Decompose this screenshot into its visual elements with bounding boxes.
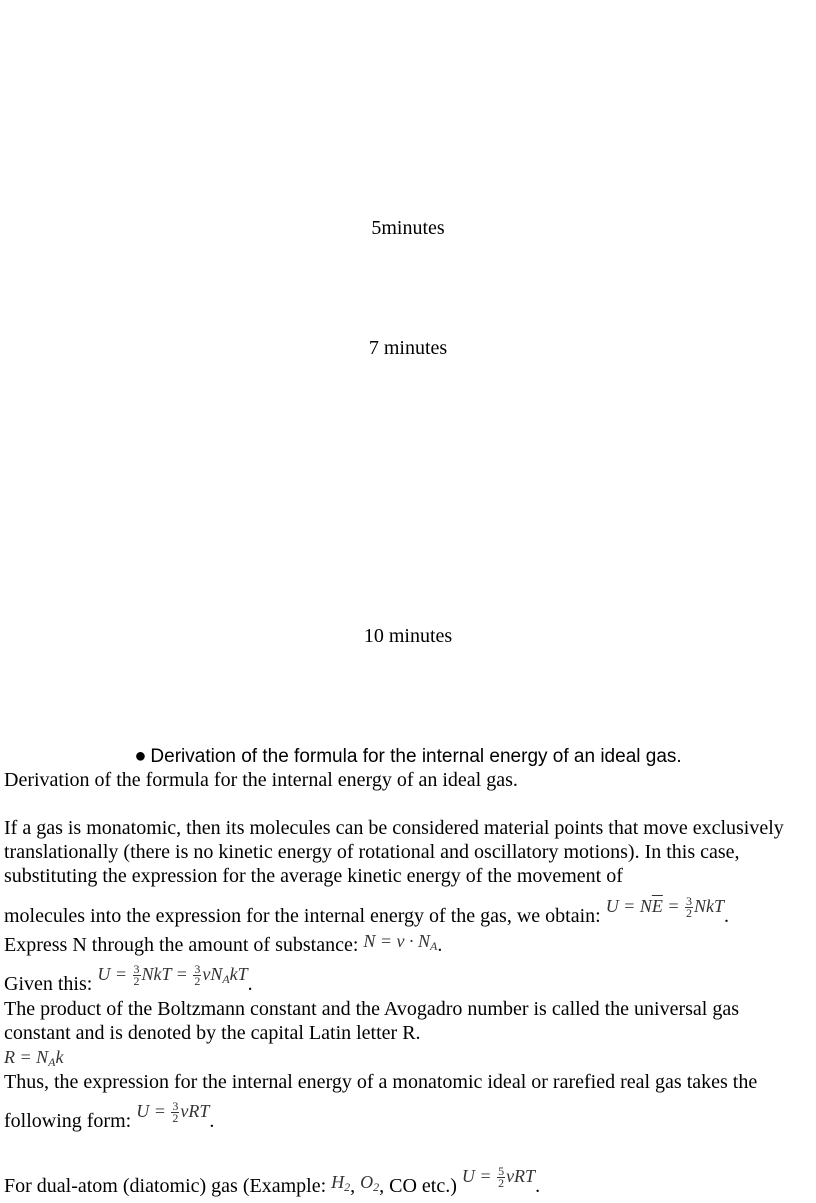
formula-r-nak (4, 1047, 64, 1067)
fraction-den: 2 (498, 1176, 505, 1191)
fraction-num: 3 (194, 962, 201, 977)
fraction-3-2-a (133, 964, 141, 987)
formula-following-lhs: U = (136, 1101, 171, 1121)
formula-o2 (360, 1172, 379, 1192)
bullet-dot-icon: ● (134, 745, 147, 767)
formula-o2-base: O (360, 1172, 374, 1192)
fraction-den: 2 (133, 974, 140, 989)
formula-given-lhs: U = (97, 964, 132, 984)
duration-5-minutes: 5minutes (371, 217, 445, 239)
diatomic-rest: , CO etc.) (379, 1175, 457, 1197)
fraction-num: 3 (133, 962, 140, 977)
formula-eq: = (662, 896, 684, 916)
fraction-den: 2 (686, 906, 692, 921)
given-this-text: Given this: (4, 973, 93, 995)
paragraph-monatomic-last-text: molecules into the expression for the internal energy of the gas, we obtain: (4, 905, 601, 927)
paragraph-gas-constant: The product of the Boltzmann constant and the Avogadro number is called the universal gas constant and is denoted by the capital Latin letter R. (4, 998, 739, 1044)
paragraph-thus: Thus, the expression for the internal energy of a monatomic ideal or rarefied real gas takes the (4, 1071, 758, 1093)
formula-u-ne-lhs: U = N (605, 896, 652, 916)
formula-given-rhs2: kT (229, 964, 248, 984)
fraction-num: 5 (498, 1164, 505, 1179)
formula-u-ne-rhs: NkT (694, 896, 725, 916)
separator: , (350, 1175, 361, 1197)
following-form-line (4, 1099, 804, 1134)
following-form-text: following form: (4, 1110, 132, 1132)
formula-n-sub: A (430, 939, 438, 953)
formula-r-rhs: k (55, 1047, 64, 1067)
formula-u-nkt (97, 962, 248, 989)
duration-10-minutes: 10 minutes (363, 625, 453, 647)
period: . (535, 1175, 541, 1197)
paragraph-monatomic-last-line (4, 894, 804, 929)
fraction-3-2 (685, 896, 693, 919)
formula-h2 (331, 1172, 350, 1192)
formula-n-lhs: N = ν · N (363, 931, 431, 951)
formula-given-mid: NkT = (141, 964, 193, 984)
formula-diatomic-rhs: νRT (506, 1166, 536, 1186)
fraction-3-2-b (193, 964, 201, 987)
paragraph-monatomic (4, 816, 804, 888)
bullet-heading (0, 744, 816, 769)
formula-r-lhs: R = N (4, 1047, 49, 1067)
fraction-den: 2 (194, 974, 201, 989)
period: . (724, 905, 730, 927)
period: . (247, 973, 253, 995)
diatomic-text: For dual-atom (diatomic) gas (Example: (4, 1175, 327, 1197)
express-n-line (4, 933, 804, 962)
formula-n-nu-na (363, 931, 437, 951)
formula-u-3-2-nurt (136, 1099, 210, 1126)
fraction-den: 2 (172, 1111, 179, 1126)
formula-u-ne (605, 894, 725, 921)
paragraph-monatomic-text: If a gas is monatomic, then its molecules can be considered material points that move exclusively translationally (there is no kinetic energy of rotational and oscillatory motions). In this case, substituting the expression for the average kinetic energy of the movement of (4, 817, 784, 887)
fraction-5-2 (497, 1166, 505, 1189)
period: . (437, 934, 443, 956)
period: . (209, 1110, 215, 1132)
bullet-heading-text: Derivation of the formula for the internal energy of an ideal gas. (150, 746, 682, 767)
fraction-3-2-c (171, 1101, 179, 1124)
fraction-num: 3 (686, 894, 692, 909)
formula-diatomic-lhs: U = (461, 1166, 497, 1186)
section-heading: Derivation of the formula for the internal energy of an ideal gas. (4, 769, 518, 791)
formula-given-sub: A (222, 972, 230, 986)
formula-h2-base: H (331, 1172, 345, 1192)
formula-h2-sub: 2 (344, 1180, 351, 1194)
duration-7-minutes: 7 minutes (368, 337, 448, 359)
fraction-num: 3 (172, 1099, 179, 1114)
formula-given-rhs1: νN (202, 964, 223, 984)
formula-u-5-2-nurt (461, 1164, 536, 1191)
formula-following-rhs: νRT (180, 1101, 210, 1121)
formula-o2-sub: 2 (373, 1180, 380, 1194)
formula-e-bar: $\overline{E}$ (651, 896, 663, 916)
formula-r-sub: A (48, 1055, 56, 1069)
express-n-text: Express N through the amount of substance: (4, 934, 359, 956)
